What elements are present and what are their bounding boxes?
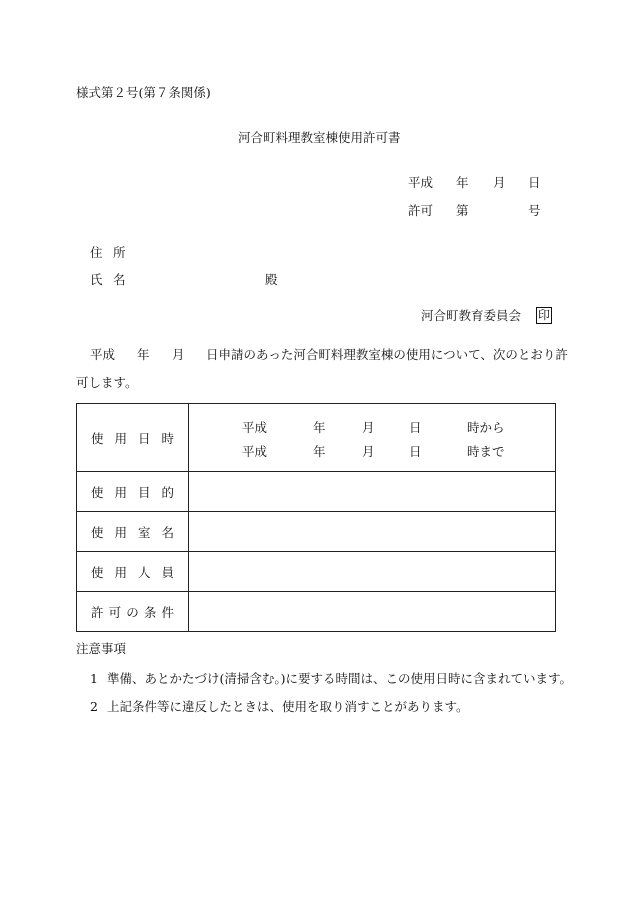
label-char: 的 — [161, 484, 174, 500]
label-char: 使 — [91, 564, 104, 580]
to-suffix: 時まで — [467, 444, 505, 459]
label-char: 日 — [137, 430, 151, 446]
conditions-cell[interactable] — [189, 592, 556, 632]
table-row — [77, 592, 556, 632]
body-line1-rest: 日申請のあった河合町料理教室棟の使用について、次のとおり許 — [206, 347, 568, 362]
notes-heading: 注意事項 — [76, 641, 127, 656]
row-label — [77, 512, 189, 552]
table-row — [77, 512, 556, 552]
seal-mark: 印 — [537, 308, 550, 322]
table-row — [77, 552, 556, 592]
body-line2: 可します。 — [76, 375, 138, 390]
issuer-name: 河合町教育委員会 — [421, 308, 522, 323]
note-text: 準備、あとかたづけ(清掃含む。)に要する時間は、この使用日時に含まれています。 — [107, 671, 573, 686]
table-row — [77, 472, 556, 512]
label-char: 人 — [137, 564, 151, 580]
from-day: 日 — [409, 420, 422, 435]
table-row — [77, 404, 556, 472]
label-char: 件 — [161, 604, 174, 620]
label-char: 可 — [108, 604, 122, 620]
label-char: の — [126, 604, 139, 620]
form-number: 様式第２号(第７条関係) — [76, 85, 211, 100]
room-name-cell[interactable] — [189, 512, 556, 552]
date-year: 年 — [456, 175, 469, 190]
body-era: 平成 — [90, 347, 116, 362]
document-title: 河合町料理教室棟使用許可書 — [238, 130, 401, 145]
label-char: 使 — [91, 484, 104, 500]
label-char: 用 — [114, 430, 127, 446]
label-char: 使 — [91, 524, 104, 540]
date-era: 平成 — [408, 175, 434, 190]
to-month: 月 — [362, 444, 375, 459]
label-char: 用 — [114, 484, 127, 500]
note-number: 2 — [90, 699, 98, 714]
label-char: 許 — [91, 604, 104, 620]
from-year: 年 — [313, 420, 326, 435]
label-char: 使 — [91, 430, 104, 446]
permit-table — [76, 403, 556, 632]
note-number: 1 — [90, 671, 98, 686]
label-char: 名 — [161, 524, 174, 540]
label-char: 用 — [114, 524, 127, 540]
name-char: 氏 — [90, 272, 103, 287]
body-month: 月 — [172, 347, 185, 362]
name-char: 名 — [113, 272, 126, 287]
label-char: 目 — [137, 484, 151, 500]
label-char: 員 — [161, 564, 174, 580]
to-era: 平成 — [242, 444, 268, 459]
row-label — [77, 552, 189, 592]
address-char: 住 — [90, 245, 103, 260]
from-era: 平成 — [242, 420, 268, 435]
label-char: 条 — [143, 604, 157, 620]
to-day: 日 — [409, 444, 422, 459]
note-text: 上記条件等に違反したときは、使用を取り消すことがあります。 — [107, 699, 469, 714]
body-year: 年 — [137, 347, 150, 362]
from-suffix: 時から — [467, 420, 505, 435]
label-char: 用 — [114, 564, 127, 580]
honorific: 殿 — [265, 272, 278, 287]
row-label — [77, 404, 189, 472]
row-label — [77, 472, 189, 512]
permit-label: 許可 — [408, 203, 434, 218]
label-char: 室 — [137, 524, 151, 540]
permit-dai: 第 — [456, 203, 469, 218]
date-month: 月 — [493, 175, 506, 190]
to-year: 年 — [313, 444, 326, 459]
from-month: 月 — [362, 420, 375, 435]
label-char: 時 — [161, 430, 174, 446]
row-label — [77, 592, 189, 632]
address-char: 所 — [113, 245, 126, 260]
headcount-cell[interactable] — [189, 552, 556, 592]
date-day: 日 — [528, 175, 541, 190]
permit-go: 号 — [528, 203, 541, 218]
usage-purpose-cell[interactable] — [189, 472, 556, 512]
usage-datetime-cell[interactable] — [189, 404, 556, 472]
